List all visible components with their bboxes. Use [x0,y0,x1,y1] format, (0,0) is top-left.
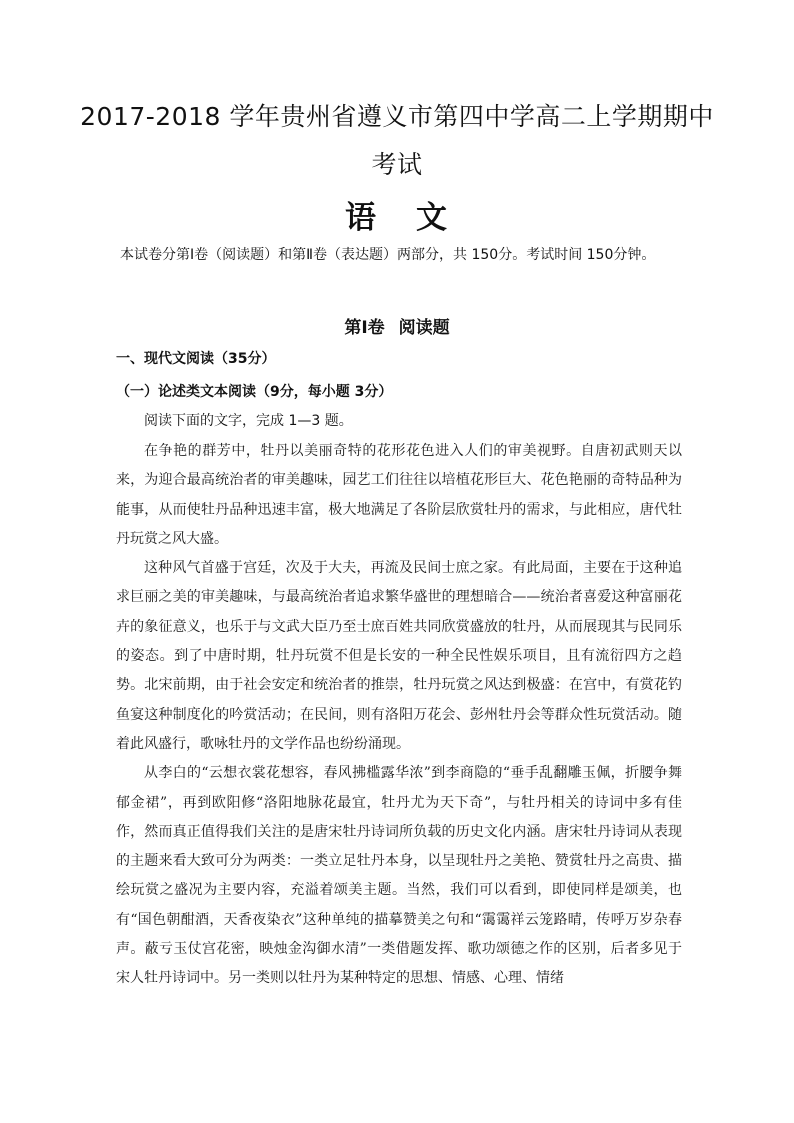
subject-title [0,192,794,237]
passage-body [116,437,682,994]
part-label: 第Ⅰ卷 [344,318,385,338]
passage-paragraph: 从李白的“云想衣裳花想容，春风拂槛露华浓”到李商隐的“垂手乱翻雕玉佩，折腰争舞郁金裙”，再到欧阳修“洛阳地脉花最宜，牡丹尤为天下奇”，与牡丹相关的诗词中多有佳作，然而真正值得我们关注的是唐宋牡丹诗词所负载的历史文化内涵。唐宋牡丹诗词从表现的主题来看大致可分为两类：一类立足牡丹本身，以呈现牡丹之美艳、赞赏牡丹之高贵、描绘玩赏之盛况为主要内容，充溢着颂美主题。当然，我们可以看到，即使同样是颂美，也有“国色朝酣酒，天香夜染衣”这种单纯的描摹赞美之句和“霭霭祥云笼路晴，传呼万岁杂春声。蔽亏玉仗宫花密，映烛金沟御水清”一类借题发挥、歌功颂德之作的区别，后者多见于宋人牡丹诗词中。另一类则以牡丹为某种特定的思想、情感、心理、情绪 [116,765,682,987]
reading-instruction: 阅读下面的文字，完成 1—3 题。 [144,413,353,429]
exam-intro: 本试卷分第Ⅰ卷（阅读题）和第Ⅱ卷（表达题）两部分，共 150分。考试时间 150分钟。 [120,247,656,263]
part-title [0,313,794,338]
document-title-line-2: 考试 [371,150,423,179]
section-heading: 一、现代文阅读（35分） [116,351,276,367]
subject-char-2: 文 [416,200,449,236]
passage-paragraph: 这种风气首盛于宫廷，次及于大夫，再流及民间士庶之家。有此局面，主要在于这种追求巨丽之美的审美趣味，与最高统治者追求繁华盛世的理想暗合——统治者喜爱这种富丽花卉的象征意义，也乐于与文武大臣乃至士庶百姓共同欣赏盛放的牡丹，从而展现其与民同乐的姿态。到了中唐时期，牡丹玩赏不但是长安的一种全民性娱乐项目，且有流衍四方之趋势。北宋前期，由于社会安定和统治者的推崇，牡丹玩赏之风达到极盛：在宫中，有赏花钓鱼宴这种制度化的吟赏活动；在民间，则有洛阳万花会、彭州牡丹会等群众性玩赏活动。随着此风盛行，歌咏牡丹的文学作品也纷纷涌现。 [116,560,682,752]
subject-char-1: 语 [345,200,378,236]
subsection-heading: （一）论述类文本阅读（9分，每小题 3分） [116,384,393,400]
part-name: 阅读题 [398,318,450,338]
passage-paragraph: 在争艳的群芳中，牡丹以美丽奇特的花形花色进入人们的审美视野。自唐初武则天以来，为迎合最高统治者的审美趣味，园艺工们往往以培植花形巨大、花色艳丽的奇特品种为能事，从而使牡丹品种迅速丰富，极大地满足了各阶层欣赏牡丹的需求，与此相应，唐代牡丹玩赏之风大盛。 [116,443,682,547]
document-title-line-1: 2017-2018 学年贵州省遵义市第四中学高二上学期期中 [80,102,714,131]
